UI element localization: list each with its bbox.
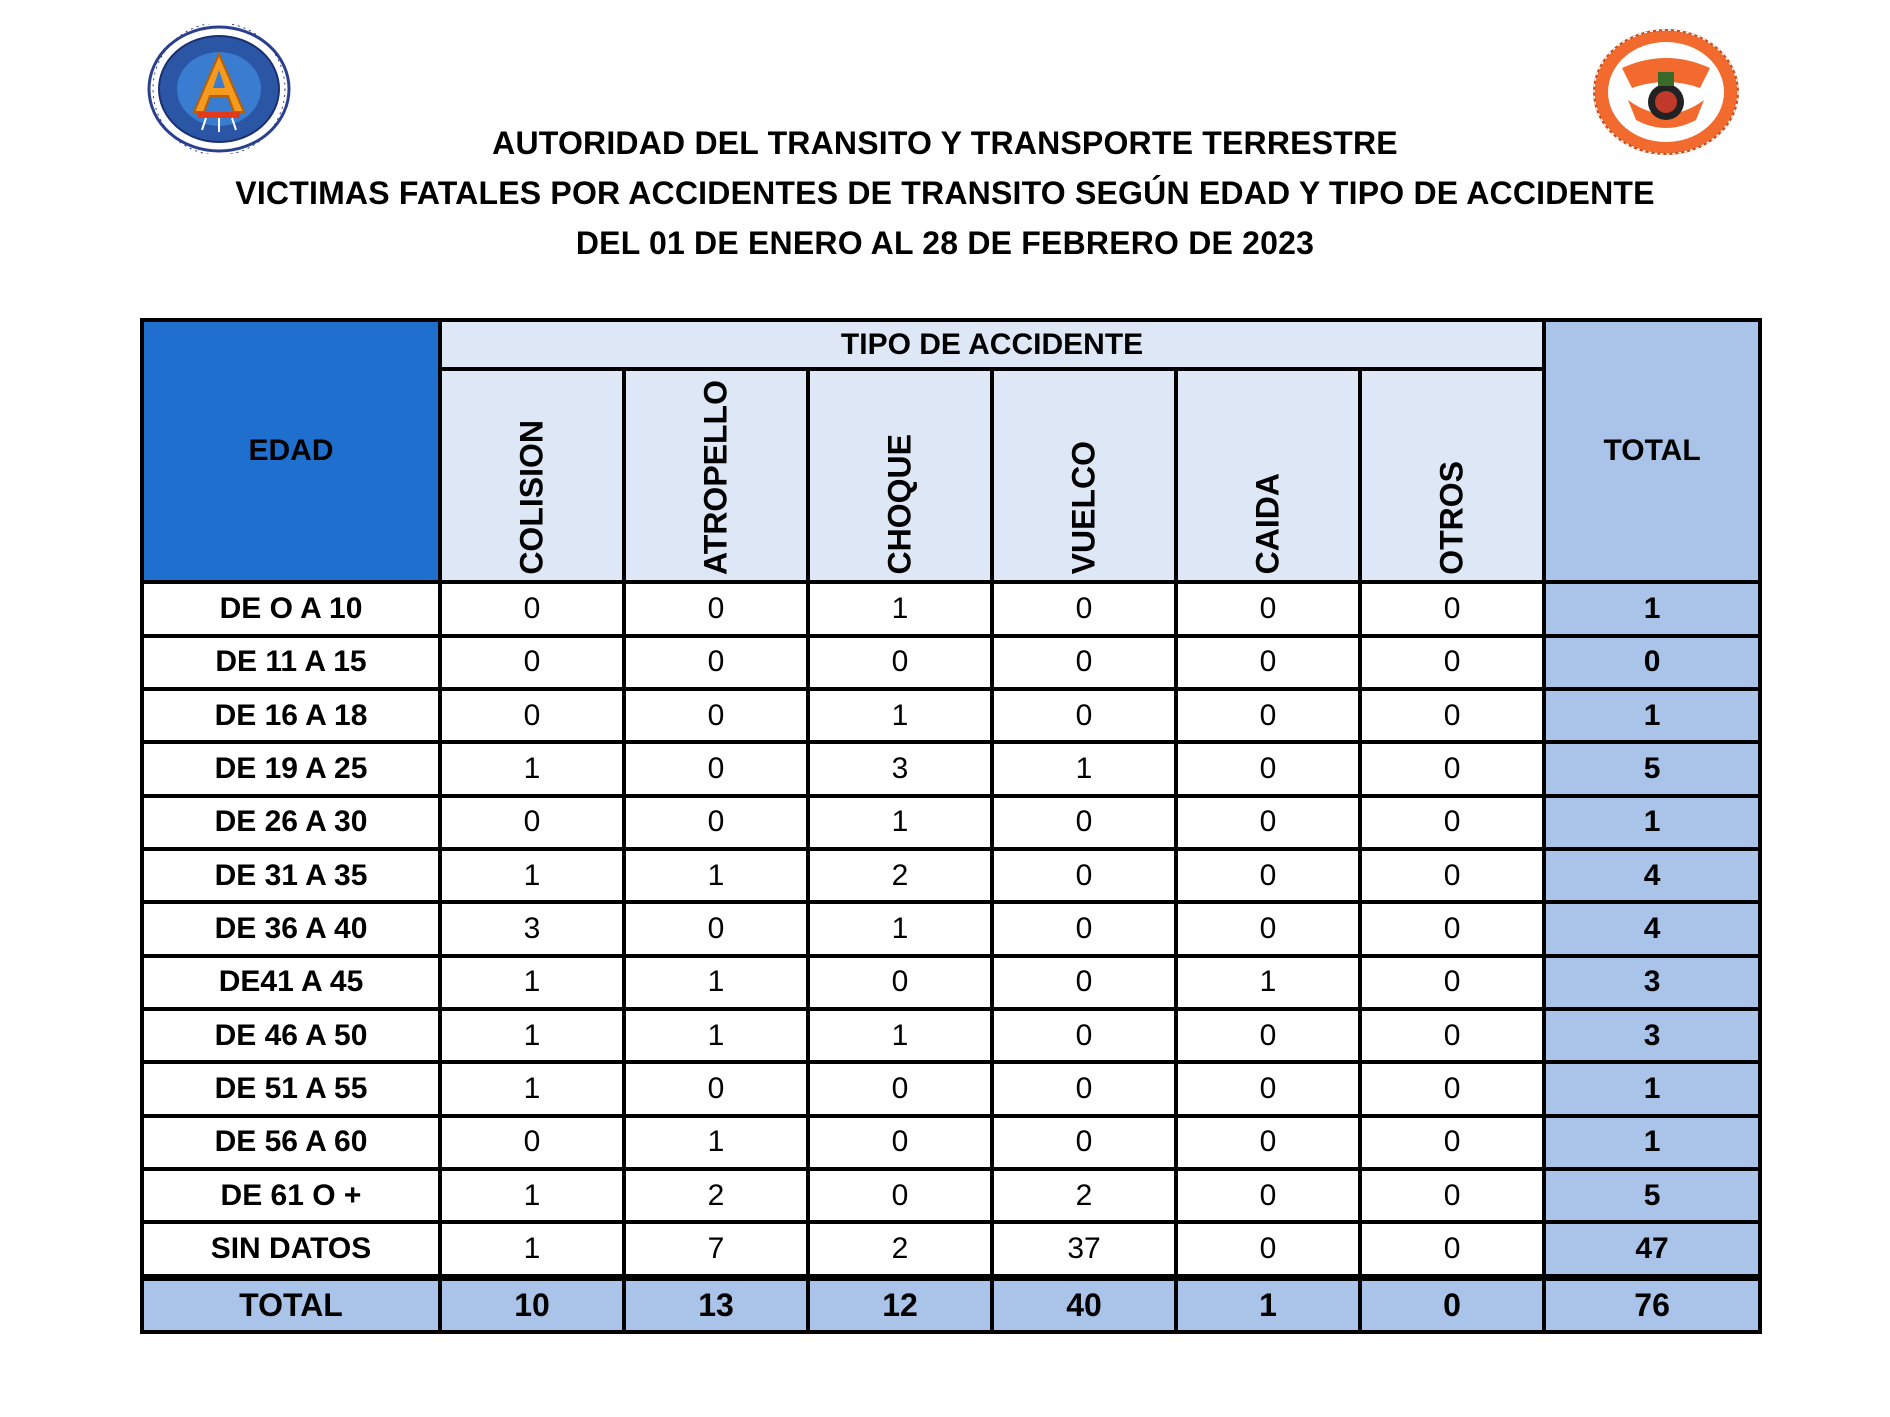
table-row xyxy=(142,796,1760,849)
row-total-cell: 5 xyxy=(1544,742,1760,795)
count-cell: 1 xyxy=(624,1009,808,1062)
count-cell: 0 xyxy=(440,796,624,849)
count-cell: 0 xyxy=(1360,1116,1544,1169)
count-cell: 2 xyxy=(992,1169,1176,1222)
count-cell: 0 xyxy=(1360,1062,1544,1115)
count-cell: 1 xyxy=(808,1009,992,1062)
total-cell: 12 xyxy=(808,1277,992,1332)
table-row xyxy=(142,956,1760,1009)
title-line-1: AUTORIDAD DEL TRANSITO Y TRANSPORTE TERRESTRE xyxy=(492,125,1398,161)
count-cell: 0 xyxy=(1360,1169,1544,1222)
count-cell: 0 xyxy=(440,1116,624,1169)
count-cell: 0 xyxy=(1360,1222,1544,1277)
table-row xyxy=(142,636,1760,689)
count-cell: 1 xyxy=(440,742,624,795)
age-range-label: DE 19 A 25 xyxy=(142,742,440,795)
count-cell: 1 xyxy=(808,689,992,742)
count-cell: 0 xyxy=(624,636,808,689)
table-row xyxy=(142,1009,1760,1062)
count-cell: 0 xyxy=(992,849,1176,902)
count-cell: 0 xyxy=(1176,742,1360,795)
count-cell: 0 xyxy=(1360,582,1544,635)
count-cell: 1 xyxy=(808,796,992,849)
row-total-cell: 3 xyxy=(1544,1009,1760,1062)
count-cell: 0 xyxy=(1176,582,1360,635)
table-row xyxy=(142,1169,1760,1222)
row-total-cell: 5 xyxy=(1544,1169,1760,1222)
tipo-accidente-header: TIPO DE ACCIDENTE xyxy=(440,320,1544,369)
count-cell: 0 xyxy=(808,1169,992,1222)
count-cell: 0 xyxy=(992,636,1176,689)
count-cell: 0 xyxy=(1360,689,1544,742)
count-cell: 0 xyxy=(992,1116,1176,1169)
count-cell: 0 xyxy=(1176,1169,1360,1222)
table-row xyxy=(142,1062,1760,1115)
count-cell: 3 xyxy=(440,902,624,955)
table-row xyxy=(142,849,1760,902)
total-cell: 13 xyxy=(624,1277,808,1332)
col-header-otros: OTROS xyxy=(1360,369,1544,582)
age-range-label: DE O A 10 xyxy=(142,582,440,635)
row-total-cell: 1 xyxy=(1544,796,1760,849)
age-range-label: SIN DATOS xyxy=(142,1222,440,1277)
count-cell: 1 xyxy=(624,1116,808,1169)
row-total-cell: 0 xyxy=(1544,636,1760,689)
totals-label: TOTAL xyxy=(142,1277,440,1332)
count-cell: 0 xyxy=(624,1062,808,1115)
table-row xyxy=(142,1222,1760,1277)
count-cell: 0 xyxy=(992,956,1176,1009)
age-range-label: DE 11 A 15 xyxy=(142,636,440,689)
fatalities-table xyxy=(140,318,1762,1334)
count-cell: 0 xyxy=(1176,849,1360,902)
count-cell: 0 xyxy=(1176,1116,1360,1169)
count-cell: 1 xyxy=(624,956,808,1009)
total-cell: 0 xyxy=(1360,1277,1544,1332)
count-cell: 0 xyxy=(624,902,808,955)
count-cell: 1 xyxy=(440,1222,624,1277)
count-cell: 0 xyxy=(624,582,808,635)
edad-header: EDAD xyxy=(142,320,440,582)
age-range-label: DE 51 A 55 xyxy=(142,1062,440,1115)
col-header-colision: COLISION xyxy=(440,369,624,582)
count-cell: 1 xyxy=(440,1009,624,1062)
total-header: TOTAL xyxy=(1544,320,1760,582)
total-cell: 40 xyxy=(992,1277,1176,1332)
count-cell: 1 xyxy=(808,902,992,955)
count-cell: 37 xyxy=(992,1222,1176,1277)
count-cell: 0 xyxy=(1360,636,1544,689)
age-range-label: DE 36 A 40 xyxy=(142,902,440,955)
col-header-caida: CAIDA xyxy=(1176,369,1360,582)
total-cell: 1 xyxy=(1176,1277,1360,1332)
count-cell: 1 xyxy=(440,1169,624,1222)
grand-total-cell: 76 xyxy=(1544,1277,1760,1332)
table-row xyxy=(142,1116,1760,1169)
count-cell: 1 xyxy=(808,582,992,635)
count-cell: 0 xyxy=(1176,636,1360,689)
count-cell: 0 xyxy=(440,636,624,689)
count-cell: 0 xyxy=(808,1116,992,1169)
count-cell: 0 xyxy=(440,582,624,635)
count-cell: 1 xyxy=(1176,956,1360,1009)
count-cell: 0 xyxy=(1176,1009,1360,1062)
col-header-choque: CHOQUE xyxy=(808,369,992,582)
count-cell: 0 xyxy=(1360,1009,1544,1062)
count-cell: 0 xyxy=(624,796,808,849)
count-cell: 2 xyxy=(808,849,992,902)
total-cell: 10 xyxy=(440,1277,624,1332)
age-range-label: DE 16 A 18 xyxy=(142,689,440,742)
row-total-cell: 4 xyxy=(1544,902,1760,955)
count-cell: 0 xyxy=(1176,689,1360,742)
count-cell: 0 xyxy=(1360,796,1544,849)
count-cell: 0 xyxy=(1360,956,1544,1009)
count-cell: 1 xyxy=(440,1062,624,1115)
row-total-cell: 1 xyxy=(1544,1116,1760,1169)
table-row xyxy=(142,582,1760,635)
title-line-2: VICTIMAS FATALES POR ACCIDENTES DE TRANSITO SEGÚN EDAD Y TIPO DE ACCIDENTE xyxy=(235,175,1655,211)
age-range-label: DE 46 A 50 xyxy=(142,1009,440,1062)
age-range-label: DE 26 A 30 xyxy=(142,796,440,849)
totals-row xyxy=(142,1277,1760,1332)
count-cell: 1 xyxy=(440,849,624,902)
count-cell: 0 xyxy=(1176,902,1360,955)
count-cell: 0 xyxy=(992,796,1176,849)
count-cell: 0 xyxy=(1360,849,1544,902)
age-range-label: DE 61 O + xyxy=(142,1169,440,1222)
table-row xyxy=(142,689,1760,742)
count-cell: 3 xyxy=(808,742,992,795)
count-cell: 0 xyxy=(992,689,1176,742)
col-header-atropello: ATROPELLO xyxy=(624,369,808,582)
age-range-label: DE 56 A 60 xyxy=(142,1116,440,1169)
age-range-label: DE41 A 45 xyxy=(142,956,440,1009)
count-cell: 0 xyxy=(1176,1062,1360,1115)
table-row xyxy=(142,902,1760,955)
count-cell: 0 xyxy=(624,742,808,795)
count-cell: 1 xyxy=(440,956,624,1009)
count-cell: 1 xyxy=(624,849,808,902)
count-cell: 0 xyxy=(808,636,992,689)
count-cell: 0 xyxy=(808,956,992,1009)
table-row xyxy=(142,742,1760,795)
row-total-cell: 1 xyxy=(1544,689,1760,742)
report-title xyxy=(0,118,1890,268)
count-cell: 0 xyxy=(1360,742,1544,795)
title-line-3: DEL 01 DE ENERO AL 28 DE FEBRERO DE 2023 xyxy=(575,225,1315,261)
row-total-cell: 1 xyxy=(1544,1062,1760,1115)
count-cell: 7 xyxy=(624,1222,808,1277)
count-cell: 0 xyxy=(992,1062,1176,1115)
count-cell: 2 xyxy=(808,1222,992,1277)
age-range-label: DE 31 A 35 xyxy=(142,849,440,902)
count-cell: 0 xyxy=(992,582,1176,635)
count-cell: 0 xyxy=(992,902,1176,955)
count-cell: 0 xyxy=(1176,1222,1360,1277)
row-total-cell: 4 xyxy=(1544,849,1760,902)
count-cell: 0 xyxy=(1176,796,1360,849)
count-cell: 2 xyxy=(624,1169,808,1222)
table-body xyxy=(142,582,1760,1277)
row-total-cell: 3 xyxy=(1544,956,1760,1009)
row-total-cell: 1 xyxy=(1544,582,1760,635)
row-total-cell: 47 xyxy=(1544,1222,1760,1277)
count-cell: 1 xyxy=(992,742,1176,795)
count-cell: 0 xyxy=(808,1062,992,1115)
count-cell: 0 xyxy=(1360,902,1544,955)
count-cell: 0 xyxy=(440,689,624,742)
count-cell: 0 xyxy=(992,1009,1176,1062)
count-cell: 0 xyxy=(624,689,808,742)
col-header-vuelco: VUELCO xyxy=(992,369,1176,582)
